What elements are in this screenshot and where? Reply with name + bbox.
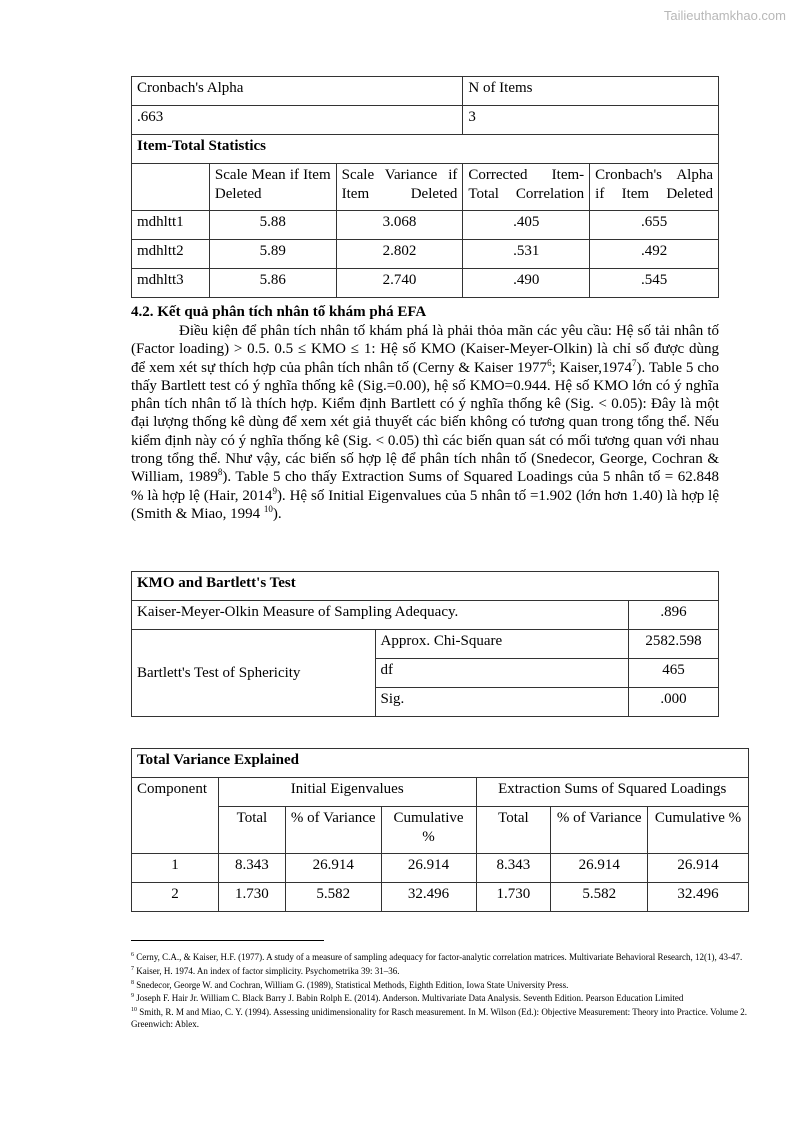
footnote-text: Kaiser, H. 1974. An index of factor simplicity. Psychometrika 39: 31–36. [134,965,400,976]
table-row [132,211,719,240]
footnote-ref: 6 [547,357,552,368]
footnote-text: Snedecor, George W. and Cochran, William G. (1989), Statistical Methods, Eighth Edition, Iowa State University Press. [134,979,569,990]
sub-header-total: Total [218,807,285,854]
footnote-number: 9 [131,993,134,1000]
item-correlation: .531 [463,240,590,269]
footnote [131,991,747,1005]
bartlett-stat-label: Approx. Chi-Square [375,630,629,659]
bartlett-stat-value: 465 [629,659,719,688]
header-n-of-items: N of Items [463,77,719,106]
table-row [132,240,719,269]
scale-variance: 3.068 [336,211,463,240]
table-row [132,630,719,659]
initial-cumulative: 26.914 [381,854,476,883]
header-scale-mean: Scale Mean if Item Deleted [209,164,336,211]
initial-cumulative: 32.496 [381,883,476,912]
variance-table [131,748,749,912]
footnote-number: 7 [131,965,134,972]
footnote-ref: 7 [631,357,637,368]
sub-header-cumulative: Cumulative % [648,807,749,854]
scale-variance: 2.740 [336,269,463,298]
footnote-text: Cerny, C.A., & Kaiser, H.F. (1977). A study of a measure of sampling adequacy for factor-analytic correlation matrices. Multivariate Behavioral Research, 12(1), 43-47. [134,952,743,962]
initial-total: 8.343 [218,854,285,883]
n-of-items-value: 3 [463,106,719,135]
scale-variance: 2.802 [336,240,463,269]
item-name: mdhltt1 [132,211,210,240]
bartlett-stat-value: 2582.598 [629,630,719,659]
component-number: 2 [132,883,219,912]
scale-mean: 5.86 [209,269,336,298]
header-alpha-if-deleted: Cronbach's Alpha if Item Deleted [590,164,719,211]
item-total-title: Item-Total Statistics [132,135,719,164]
cronbach-alpha-value: .663 [132,106,463,135]
sub-header-total: Total [476,807,551,854]
variance-title: Total Variance Explained [132,749,749,778]
footnote-text: Joseph F. Hair Jr. William C. Black Barry J. Babin Rolph E. (2014). Anderson. Multivariate Data Analysis. Seventh Edition. Pearson Education Limited [134,993,684,1004]
footnote-number: 6 [131,952,134,958]
extraction-variance: 5.582 [551,883,648,912]
footnote-ref: 8 [217,467,223,478]
initial-variance: 26.914 [285,854,381,883]
bartlett-label: Bartlett's Test of Sphericity [132,630,376,717]
sub-header-variance: % of Variance [551,807,648,854]
kmo-label: Kaiser-Meyer-Olkin Measure of Sampling Adequacy. [132,601,629,630]
header-scale-variance: Scale Variance if Item Deleted [336,164,463,211]
empty-header-cell [132,164,210,211]
sub-header-variance: % of Variance [285,807,381,854]
item-correlation: .405 [463,211,590,240]
footnote [131,964,747,978]
kmo-table [131,571,719,717]
table-row [132,269,719,298]
kmo-value: .896 [629,601,719,630]
footnote [131,978,747,992]
footnote [131,1005,747,1031]
footnote-number: 10 [131,1007,137,1014]
initial-eigenvalues-header: Initial Eigenvalues [218,778,476,807]
watermark: Tailieuthamkhao.com [663,8,786,23]
footnote-number: 8 [131,979,134,986]
alpha-if-deleted: .545 [590,269,719,298]
paragraph-text: ). Table 5 cho thấy Bartlett test có ý nghĩa thống kê (Sig.=0.00), hệ số KMO=0.944. Hệ số KMO lớn có ý nghĩa phân tích nhân tố là thích hợp. Kiểm định Bartlett có ý nghĩa thống kê (Sig. < 0.05): Đây là một đại lượng thống kê dùng để xem xét giả thuyết các biến không có tương quan trong tổng thể. Nếu kiểm định này có ý nghĩa thống kê (Sig. < 0.05) thì các biến quan sát có mối tương quan với nhau trong tổng thể. Như vậy, các biến số hợp lệ để phân tích nhân tố (Snedecor, George, Cochran & William, 1989 [131,359,720,486]
paragraph-text: ; Kaiser,1974 [551,359,632,376]
bartlett-stat-label: df [375,659,629,688]
paragraph-text: ). Hệ số Initial Eigenvalues của 5 nhân tố =1.902 (lớn hơn 1.40) là hợp lệ (Smith & Miao, 1994 [131,487,719,522]
extraction-header: Extraction Sums of Squared Loadings [476,778,749,807]
header-corrected-correlation: Corrected Item-Total Correlation [463,164,590,211]
scale-mean: 5.88 [209,211,336,240]
component-header: Component [132,778,219,854]
extraction-total: 8.343 [476,854,551,883]
table-row [132,883,749,912]
footnote-text: Smith, R. M and Miao, C. Y. (1994). Assessing unidimensionality for Rasch measurement. In M. Wilson (Ed.): Objective Measurement: Theory into Practice. Volume 2. Greenwich: Ablex. [131,1007,747,1029]
header-cronbach-alpha: Cronbach's Alpha [132,77,463,106]
table-row [132,854,749,883]
section-title: 4.2. Kết quả phân tích nhân tố khám phá EFA [131,304,427,320]
footnote-ref: 10 [263,503,273,514]
bartlett-stat-value: .000 [629,688,719,717]
extraction-total: 1.730 [476,883,551,912]
paragraph-text: ). Table 5 cho thấy Extraction Sums of Squared Loadings của 5 nhân tố = 62.848 % là hợp lệ (Hair, 2014 [131,469,719,504]
item-name: mdhltt2 [132,240,210,269]
component-number: 1 [132,854,219,883]
footnote [131,950,747,964]
item-correlation: .490 [463,269,590,298]
extraction-variance: 26.914 [551,854,648,883]
alpha-if-deleted: .655 [590,211,719,240]
extraction-cumulative: 26.914 [648,854,749,883]
alpha-if-deleted: .492 [590,240,719,269]
body-paragraph [131,322,719,523]
item-name: mdhltt3 [132,269,210,298]
scale-mean: 5.89 [209,240,336,269]
paragraph-text: Điều kiện để phân tích nhân tố khám phá là phải thỏa mãn các yêu cầu: Hệ số tải nhân tố (Factor loading) > 0.5. 0.5 ≤ KMO ≤ 1: Hệ số KMO (Kaiser-Meyer-Olkin) là chỉ số được dùng để xem xét sự thích hợp của phân tích nhân tố (Cerny & Kaiser 1977 [131,323,719,376]
initial-variance: 5.582 [285,883,381,912]
footnotes [131,950,747,1031]
initial-total: 1.730 [218,883,285,912]
kmo-title: KMO and Bartlett's Test [132,572,719,601]
extraction-cumulative: 32.496 [648,883,749,912]
footnote-separator [131,940,324,941]
sub-header-cumulative: Cumulative % [381,807,476,854]
reliability-table [131,76,719,298]
paragraph-text: ). [272,505,282,522]
bartlett-stat-label: Sig. [375,688,629,717]
footnote-ref: 9 [272,485,277,496]
